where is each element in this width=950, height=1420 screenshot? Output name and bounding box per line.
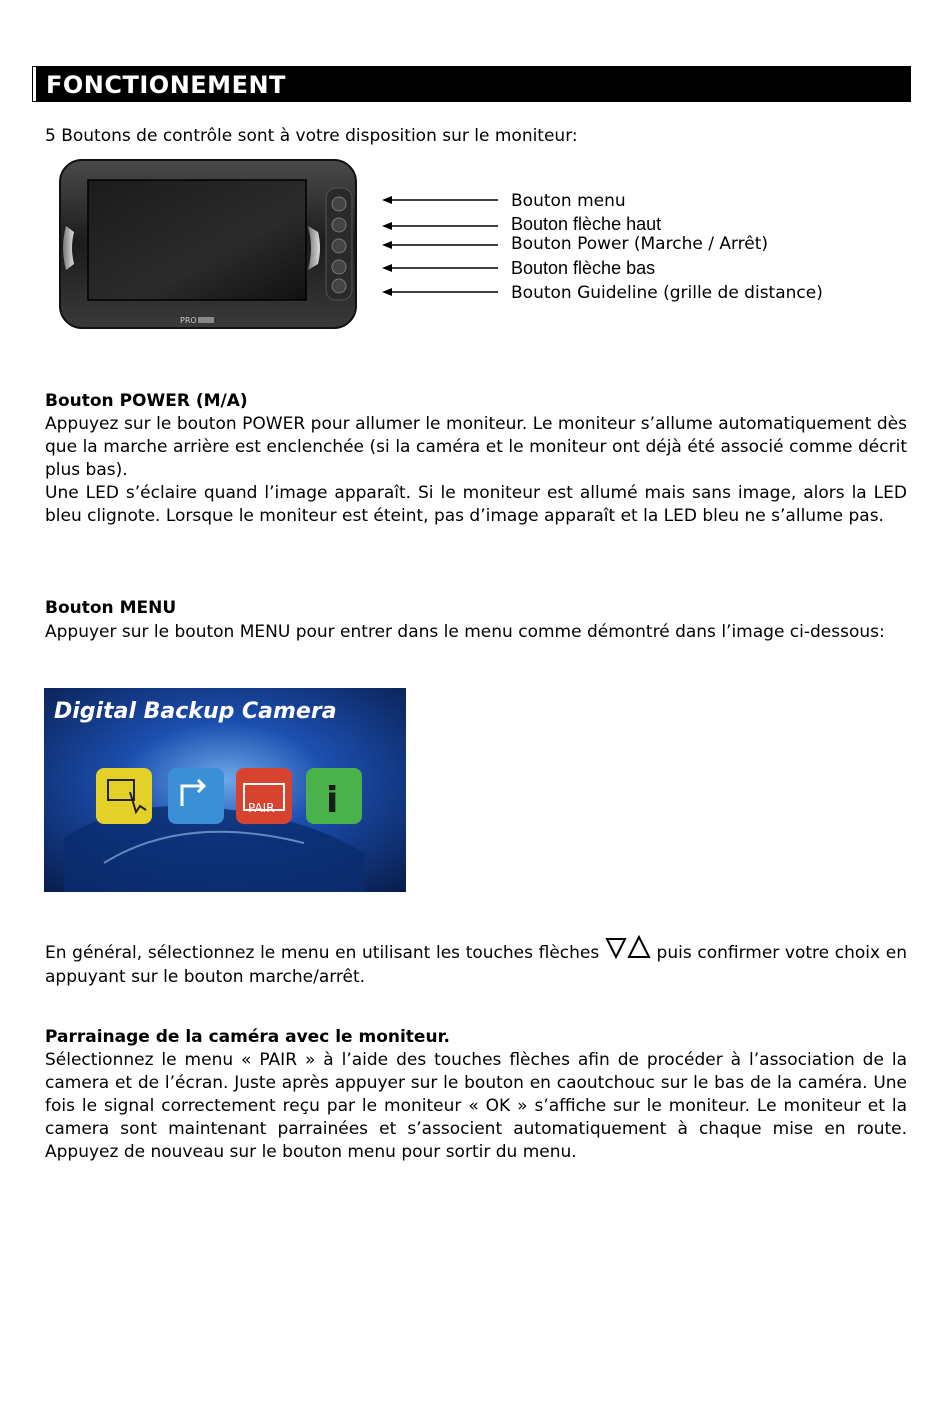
label-up-button: Bouton flèche haut bbox=[511, 214, 662, 234]
label-menu-button: Bouton menu bbox=[511, 191, 626, 211]
menu-screen-image bbox=[44, 688, 406, 892]
power-paragraph-1: Appuyez sur le bouton POWER pour allumer le moniteur. Le moniteur s’allume automatiquement dès que la marche arrière est enclenchée (si la caméra et le moniteur ont déjà été associé comme décrit plus bas). bbox=[45, 414, 907, 480]
pair-label: PAIR bbox=[248, 801, 275, 815]
menu-title: Bouton MENU bbox=[45, 598, 177, 618]
tv-icon bbox=[96, 768, 152, 824]
power-title: Bouton POWER (M/A) bbox=[45, 391, 248, 411]
section-header: FONCTIONEMENT bbox=[33, 67, 910, 101]
monitor-brand: PRO bbox=[180, 316, 197, 325]
pairing-paragraph: Sélectionnez le menu « PAIR » à l’aide des touches flèches afin de procéder à l’association de la camera et de l’écran. Juste après appuyer sur le bouton en caoutchouc sur le bas de la caméra. Une fois le signal correctement reçu par le moniteur « OK » s’affiche sur le moniteur. Le moniteur et la camera sont maintenant parrainées et s’associent automatiquement à chaque mise en route. Appuyez de nouveau sur le bouton menu pour sortir du menu. bbox=[45, 1050, 907, 1162]
arrow-keys-icon bbox=[605, 933, 651, 961]
label-guideline-button: Bouton Guideline (grille de distance) bbox=[511, 283, 823, 303]
general-paragraph bbox=[45, 933, 907, 989]
general-text-before: En général, sélectionnez le menu en utilisant les touches flèches bbox=[45, 943, 605, 963]
menu-screen-title: Digital Backup Camera bbox=[54, 699, 337, 724]
arrow-icon bbox=[382, 240, 498, 250]
general-text-after: puis confirmer votre choix en appuyant sur le bouton marche/arrêt. bbox=[45, 943, 907, 987]
pairing-title: Parrainage de la caméra avec le moniteur. bbox=[45, 1027, 450, 1047]
label-power-button: Bouton Power (Marche / Arrêt) bbox=[511, 234, 769, 254]
power-paragraph-2: Une LED s’éclaire quand l’image apparaît. Si le moniteur est allumé mais sans image, alors la LED bleu clignote. Lorsque le moniteur est éteint, pas d’image apparaît et la LED bleu ne s’allume pas. bbox=[45, 483, 907, 526]
menu-paragraph: Appuyer sur le bouton MENU pour entrer dans le menu comme démontré dans l’image ci-dessous: bbox=[45, 622, 885, 642]
rotate-icon bbox=[168, 768, 224, 824]
label-down-button: Bouton flèche bas bbox=[511, 258, 656, 278]
info-label: i bbox=[326, 780, 339, 821]
intro-text: 5 Boutons de contrôle sont à votre disposition sur le moniteur: bbox=[45, 126, 578, 146]
arrow-icon bbox=[382, 195, 498, 205]
arrow-icon bbox=[382, 221, 498, 231]
monitor-image bbox=[58, 158, 358, 330]
arrow-icon bbox=[382, 263, 498, 273]
arrow-icon bbox=[382, 287, 498, 297]
